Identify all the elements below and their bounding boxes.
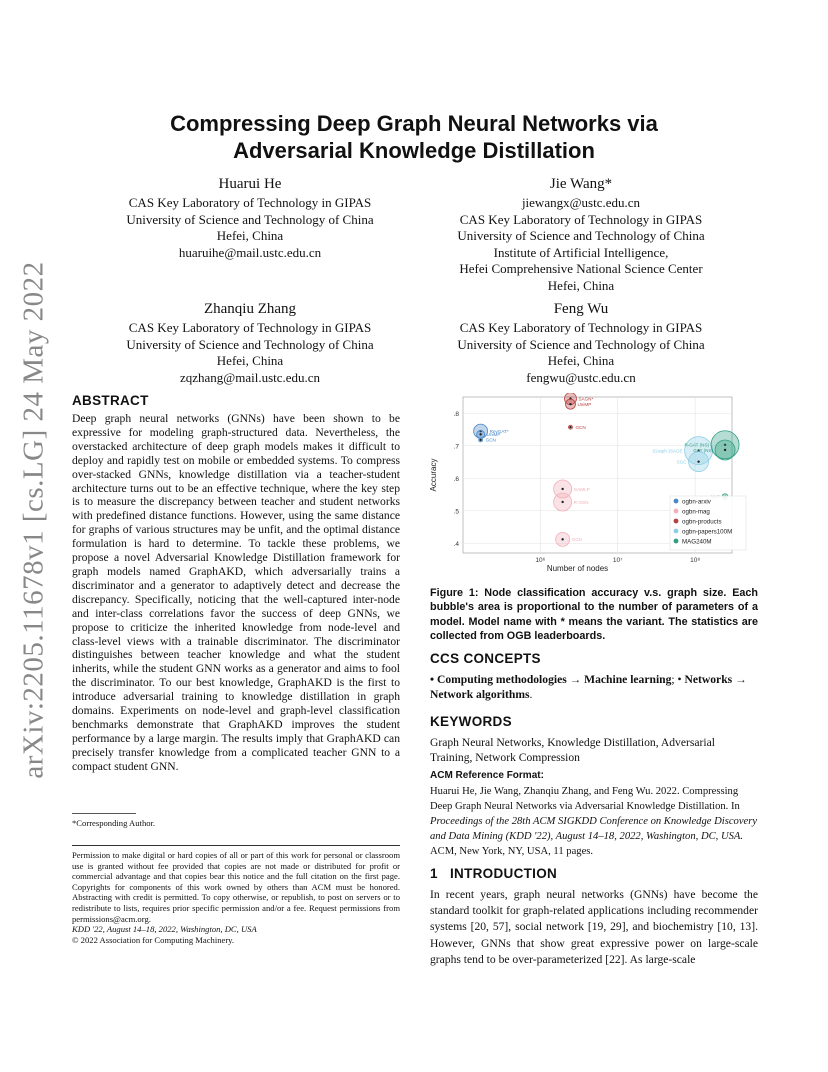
legend-marker xyxy=(674,529,679,534)
permission-block xyxy=(72,850,400,945)
author-block-3 xyxy=(100,300,400,386)
author-location: Hefei, China xyxy=(216,228,284,243)
ccs-term-1: • Computing methodologies → Machine learning xyxy=(430,673,672,686)
arxiv-stamp-text: arXiv:2205.11678v1 [cs.LG] 24 May 2022 xyxy=(17,261,50,779)
author-location: Hefei, China xyxy=(547,353,615,368)
author-affiliation: Institute of Artificial Intelligence, xyxy=(493,244,669,260)
ccs-term-3: → Network algorithms xyxy=(430,673,747,701)
intro-title: INTRODUCTION xyxy=(449,866,558,881)
legend-marker xyxy=(674,539,679,544)
bubble-center-dot xyxy=(561,501,563,503)
author-email[interactable]: zqzhang@mail.ustc.edu.cn xyxy=(179,369,321,385)
ccs-term-2: Networks xyxy=(684,673,733,686)
bubble-label: GCN xyxy=(575,425,586,431)
introduction-section xyxy=(430,866,758,968)
author-email[interactable]: fengwu@ustc.edu.cn xyxy=(526,369,636,385)
y-tick-label: .8 xyxy=(453,410,459,418)
author-block-2 xyxy=(431,175,731,294)
intro-text: In recent years, graph neural networks (GNNs) have become the standard toolkit for graph-related applications including recommender systems [20, 57], social network [19, 29], and biochemistry [10, 13]. However, GNNs that show great expressive power on large-scale graphs tend to be over-parameterized [22]. As large-scale xyxy=(430,888,758,966)
bubble-label: GCN xyxy=(485,437,496,443)
author-name: Huarui He xyxy=(218,176,282,192)
footnote-rule xyxy=(72,813,136,814)
bubble-label: GAT (NS) xyxy=(693,447,714,453)
y-tick-label: .7 xyxy=(453,443,459,451)
paper-title xyxy=(100,110,728,164)
figure-1 xyxy=(426,393,772,575)
figure-caption: Figure 1: Node classification accuracy v.s. graph size. Each bubble's area is proportional to the number of parameters of a model. Model name with * means the variant. The statistics are collected from OGB leaderboards. xyxy=(430,587,758,643)
bubble-center-dot xyxy=(569,403,571,405)
keywords-section xyxy=(430,714,760,765)
bubble-label: (Graph-)SAGE xyxy=(652,448,683,454)
ccs-text xyxy=(430,672,760,702)
bubble-label: GAMLP xyxy=(573,486,590,492)
bubble-center-dot xyxy=(569,426,571,428)
y-tick-label: .6 xyxy=(453,475,459,483)
legend-label: ogbn-arxiv xyxy=(682,498,711,506)
acm-ref-proceedings: Proceedings of the 28th ACM SIGKDD Conference on Knowledge Discovery and Data Mining (KDD '22), August 14–18, 2022, Washington, DC, USA. xyxy=(430,816,758,842)
bubble-label: SGC xyxy=(676,459,687,465)
title-line-2: Adversarial Knowledge Distillation xyxy=(233,138,595,163)
author-affiliation: University of Science and Technology of China xyxy=(457,336,705,352)
copyright-line: © 2022 Association for Computing Machinery. xyxy=(72,934,235,945)
intro-heading xyxy=(430,866,758,881)
keywords-text: Graph Neural Networks, Knowledge Distillation, Adversarial Training, Network Compression xyxy=(430,736,715,764)
y-axis-label: Accuracy xyxy=(429,458,438,492)
author-affiliation: CAS Key Laboratory of Technology in GIPAS xyxy=(459,320,703,335)
author-location: Hefei, China xyxy=(547,277,615,293)
author-name: Jie Wang* xyxy=(549,176,613,192)
author-affiliation: CAS Key Laboratory of Technology in GIPAS xyxy=(128,320,372,335)
author-affiliation: University of Science and Technology of China xyxy=(457,228,705,243)
author-name: Zhanqiu Zhang xyxy=(203,301,297,317)
bubble-label: R-GAT (NS) xyxy=(684,442,710,448)
acm-ref-plain: Huarui He, Jie Wang, Zhanqiu Zhang, and Feng Wu. 2022. Compressing Deep Graph Neural Networks via Adversarial Knowledge Distillation. In xyxy=(430,786,740,812)
permission-rule xyxy=(72,845,400,846)
acm-ref-heading: ACM Reference Format: xyxy=(430,770,544,781)
bubble-chart xyxy=(426,393,772,575)
author-affiliation: Hefei Comprehensive National Science Center xyxy=(459,261,703,276)
acm-ref-tail: ACM, New York, NY, USA, 11 pages. xyxy=(430,846,594,857)
bubble-center-dot xyxy=(561,488,563,490)
intro-number: 1 xyxy=(430,866,438,881)
keywords-heading: KEYWORDS xyxy=(430,714,512,729)
bubble-label: SAGN* xyxy=(578,396,594,402)
author-block-4 xyxy=(431,300,731,386)
legend-marker xyxy=(674,519,679,524)
x-tick-label: 10⁸ xyxy=(690,557,701,564)
footnote: *Corresponding Author. xyxy=(72,818,156,828)
x-tick-label: 10⁷ xyxy=(612,557,623,564)
bubble-center-dot xyxy=(697,460,699,462)
author-affiliation: University of Science and Technology of China xyxy=(126,336,374,352)
permission-text: Permission to make digital or hard copies of all or part of this work for personal or classroom use is granted without fee provided that copies are not made or distributed for profit or commercial advantage and that copies bear this notice and the full citation on the first page. Copyrights for components of this work owned by others than ACM must be honored. Abstracting with credit is permitted. To copy otherwise, or republish, to post on servers or to redistribute to lists, requires prior specific permission and/or a fee. Request permissions from permissions@acm.org. xyxy=(72,850,400,924)
abstract-section xyxy=(72,393,400,774)
legend-marker xyxy=(674,499,679,504)
author-affiliation: CAS Key Laboratory of Technology in GIPAS xyxy=(128,195,372,210)
bubble-label: UniMP xyxy=(486,432,501,438)
bubble-label: GCN xyxy=(571,537,582,543)
author-affiliation: University of Science and Technology of China xyxy=(126,211,374,227)
ccs-separator: ; • xyxy=(671,673,685,686)
x-tick-label: 10⁶ xyxy=(535,557,546,564)
y-tick-label: .4 xyxy=(453,540,459,548)
abstract-heading: ABSTRACT xyxy=(72,393,149,408)
ccs-end: . xyxy=(529,688,533,701)
bubble-label: RevGAT* xyxy=(489,428,509,434)
title-line-1: Compressing Deep Graph Neural Networks via xyxy=(170,111,658,136)
legend-label: ogbn-papers100M xyxy=(682,528,733,536)
bubble-label: R-GSN xyxy=(573,499,589,505)
legend-label: MAG240M xyxy=(682,538,712,546)
y-tick-label: .5 xyxy=(453,508,459,516)
arxiv-stamp xyxy=(14,261,54,779)
author-affiliation: CAS Key Laboratory of Technology in GIPAS xyxy=(459,211,703,227)
ccs-heading: CCS CONCEPTS xyxy=(430,651,541,666)
author-location: Hefei, China xyxy=(216,353,284,368)
author-block-1 xyxy=(100,175,400,261)
legend-label: ogbn-mag xyxy=(682,508,710,516)
acm-reference xyxy=(430,770,760,859)
bubble-label: UniMP xyxy=(577,401,592,407)
acm-ref-text xyxy=(430,784,760,859)
ccs-section xyxy=(430,651,760,702)
bubble-center-dot xyxy=(479,439,481,441)
author-email[interactable]: huaruihe@mail.ustc.edu.cn xyxy=(178,244,322,260)
abstract-text: Deep graph neural networks (GNNs) have been shown to be expressive for modeling graph-structured data. Nevertheless, the overstacked architecture of deep graph models makes it difficult to deploy and rapidly test on mobile or embedded systems. To compress over-stacked GNNs, knowledge distillation via a teacher-student architecture turns out to be an effective technique, where the key step is to measure the discrepancy between teacher and student networks with predefined distance functions. However, using the same distance for graphs of various structures may be unfit, and the optimal distance formulation is hard to determine. To tackle these problems, we propose a novel Adversarial Knowledge Distillation framework for graph models named GraphAKD, which adversarially trains a discriminator and a generator to adaptively detect and decrease the discrepancy. Specifically, noticing that the well-captured inter-node and inter-class correlations favor the success of deep GNNs, we propose to criticize the inherited knowledge from node-level and class-level views with a trainable discriminator. The discriminator distinguishes between teacher knowledge and what the student inherits, while the student GNN works as a generator and aims to fool the discriminator. To our best knowledge, GraphAKD is the first to introduce adversarial training to knowledge distillation in graph domains. Experiments on node-level and graph-level classification benchmarks demonstrate that GraphAKD improves the student performance by a large margin. The results imply that GraphAKD can precisely transfer knowledge from a complicated teacher GNN to a compact student GNN. xyxy=(72,412,400,773)
bubble-center-dot xyxy=(561,538,563,540)
bubble-center-dot xyxy=(479,433,481,435)
legend-marker xyxy=(674,509,679,514)
bubble-center-dot xyxy=(724,449,726,451)
x-axis-label: Number of nodes xyxy=(546,564,609,573)
legend-label: ogbn-products xyxy=(682,518,722,526)
venue-line: KDD '22, August 14–18, 2022, Washington, DC, USA xyxy=(72,924,257,935)
author-email[interactable]: jiewangx@ustc.edu.cn xyxy=(521,195,641,210)
author-name: Feng Wu xyxy=(553,301,609,317)
